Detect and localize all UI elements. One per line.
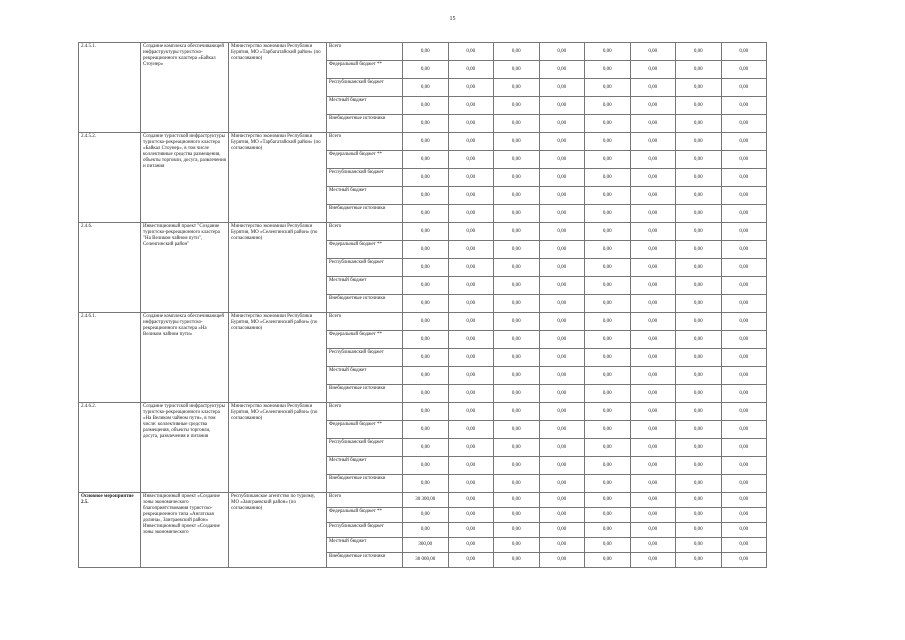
value-cell: 0,00 [721,295,767,313]
value-cell: 0,00 [585,313,631,331]
value-cell: 0,00 [676,508,722,523]
value-cell: 0,00 [585,277,631,295]
value-cell: 0,00 [403,457,449,475]
value-cell: 0,00 [448,205,494,223]
value-cell: 0,00 [448,277,494,295]
value-cell: 0,00 [494,403,540,421]
value-cell: 0,00 [494,493,540,508]
value-cell: 0,00 [494,421,540,439]
value-cell: 0,00 [448,421,494,439]
activity-name: Создание туристской инфраструктуры туристско-рекреационного кластера «Байкал Стоунер», в том числе коллективные средства размещения, объекты торговли, досуга, развлечения и питания [141,133,229,223]
value-cell: 0,00 [676,553,722,568]
activity-resp: Республиканское агентство по туризму, МО «Заиграевский район» (по согласованию) [229,493,327,568]
value-cell: 0,00 [630,79,676,97]
value-cell: 0,00 [403,331,449,349]
funding-source: Республиканский бюджет [327,439,403,457]
value-cell: 0,00 [585,295,631,313]
value-cell: 0,00 [721,187,767,205]
value-cell: 0,00 [630,295,676,313]
value-cell: 0,00 [585,61,631,79]
value-cell: 0,00 [585,553,631,568]
value-cell: 0,00 [721,61,767,79]
value-cell: 0,00 [539,523,585,538]
activity-code: 2.4.6. [79,223,141,313]
value-cell: 0,00 [676,493,722,508]
value-cell: 0,00 [721,133,767,151]
funding-source: Внебюджетные источники [327,553,403,568]
value-cell: 0,00 [585,169,631,187]
value-cell: 0,00 [630,223,676,241]
value-cell: 0,00 [630,421,676,439]
value-cell: 0,00 [721,259,767,277]
value-cell: 0,00 [585,439,631,457]
funding-source: Внебюджетные источники [327,385,403,403]
table-row [79,223,767,241]
value-cell: 0,00 [403,313,449,331]
value-cell: 0,00 [676,151,722,169]
funding-source: Федеральный бюджет ** [327,241,403,259]
value-cell: 0,00 [585,331,631,349]
value-cell: 0,00 [403,79,449,97]
value-cell: 0,00 [676,385,722,403]
funding-source: Всего [327,403,403,421]
value-cell: 0,00 [585,403,631,421]
activity-code: 2.4.6.1. [79,313,141,403]
value-cell: 0,00 [403,385,449,403]
value-cell: 0,00 [494,385,540,403]
value-cell: 0,00 [448,187,494,205]
value-cell: 0,00 [721,439,767,457]
value-cell: 0,00 [630,241,676,259]
value-cell: 0,00 [539,169,585,187]
funding-source: Местный бюджет [327,457,403,475]
funding-source: Федеральный бюджет ** [327,331,403,349]
value-cell: 0,00 [630,169,676,187]
value-cell: 0,00 [676,223,722,241]
value-cell: 0,00 [448,331,494,349]
value-cell: 0,00 [448,475,494,493]
value-cell: 0,00 [403,421,449,439]
value-cell: 0,00 [585,187,631,205]
value-cell: 0,00 [630,553,676,568]
value-cell: 0,00 [630,439,676,457]
value-cell: 0,00 [630,277,676,295]
funding-source: Всего [327,493,403,508]
table-row [79,133,767,151]
value-cell: 0,00 [539,97,585,115]
value-cell: 0,00 [630,475,676,493]
value-cell: 0,00 [494,169,540,187]
value-cell: 0,00 [494,241,540,259]
value-cell: 0,00 [630,523,676,538]
value-cell: 0,00 [676,403,722,421]
activity-resp: Министерство экономики Республики Бурятия, МО «Селенгинский район» (по согласованию) [229,223,327,313]
value-cell: 0,00 [494,538,540,553]
value-cell: 0,00 [630,313,676,331]
value-cell: 0,00 [676,421,722,439]
value-cell: 0,00 [585,205,631,223]
value-cell: 0,00 [403,97,449,115]
value-cell: 0,00 [448,169,494,187]
value-cell: 0,00 [721,475,767,493]
value-cell: 0,00 [721,313,767,331]
funding-source: Республиканский бюджет [327,169,403,187]
value-cell: 0,00 [676,277,722,295]
value-cell: 0,00 [539,553,585,568]
value-cell: 0,00 [448,439,494,457]
value-cell: 0,00 [494,349,540,367]
value-cell: 0,00 [676,331,722,349]
value-cell: 0,00 [403,295,449,313]
value-cell: 0,00 [494,313,540,331]
value-cell: 0,00 [539,223,585,241]
value-cell: 0,00 [585,421,631,439]
value-cell: 0,00 [448,313,494,331]
value-cell: 0,00 [676,169,722,187]
value-cell: 0,00 [676,295,722,313]
activity-code: 2.4.5.2. [79,133,141,223]
activity-resp: Министерство экономики Республики Бурятия, МО «Селенгинский район» (по согласованию) [229,313,327,403]
value-cell: 0,00 [494,553,540,568]
value-cell: 0,00 [721,367,767,385]
funding-source: Всего [327,133,403,151]
value-cell: 0,00 [403,367,449,385]
value-cell: 0,00 [676,439,722,457]
value-cell: 0,00 [403,115,449,133]
value-cell: 0,00 [403,475,449,493]
value-cell: 0,00 [539,205,585,223]
value-cell: 0,00 [448,367,494,385]
value-cell: 0,00 [539,115,585,133]
value-cell: 0,00 [676,205,722,223]
value-cell: 0,00 [494,523,540,538]
value-cell: 0,00 [494,367,540,385]
value-cell: 0,00 [630,367,676,385]
value-cell: 0,00 [539,79,585,97]
value-cell: 0,00 [448,538,494,553]
value-cell: 0,00 [630,205,676,223]
activity-code: Основное мероприятие 2.5. [79,493,141,568]
value-cell: 0,00 [403,187,449,205]
value-cell: 0,00 [494,187,540,205]
value-cell: 0,00 [630,385,676,403]
value-cell: 0,00 [721,331,767,349]
value-cell: 0,00 [585,97,631,115]
value-cell: 0,00 [403,259,449,277]
funding-source: Республиканский бюджет [327,349,403,367]
activity-name: Создание комплекса обеспечивающей инфраструктуры туристско-рекреационного кластера «Байкал Стоунер» [141,43,229,133]
value-cell: 0,00 [721,403,767,421]
value-cell: 0,00 [494,115,540,133]
funding-source: Федеральный бюджет ** [327,421,403,439]
value-cell: 0,00 [494,133,540,151]
value-cell: 0,00 [494,295,540,313]
value-cell: 0,00 [585,457,631,475]
value-cell: 0,00 [721,277,767,295]
value-cell: 0,00 [539,349,585,367]
value-cell: 0,00 [721,43,767,61]
funding-source: Всего [327,313,403,331]
value-cell: 0,00 [494,61,540,79]
value-cell: 0,00 [585,151,631,169]
value-cell: 0,00 [494,223,540,241]
funding-source: Федеральный бюджет ** [327,151,403,169]
value-cell: 0,00 [676,523,722,538]
value-cell: 0,00 [539,403,585,421]
value-cell: 0,00 [448,295,494,313]
value-cell: 0,00 [721,553,767,568]
value-cell: 0,00 [630,97,676,115]
value-cell: 30 000,00 [403,553,449,568]
value-cell: 0,00 [721,97,767,115]
value-cell: 0,00 [676,457,722,475]
value-cell: 0,00 [403,439,449,457]
value-cell: 0,00 [721,385,767,403]
funding-source: Внебюджетные источники [327,115,403,133]
value-cell: 0,00 [494,43,540,61]
value-cell: 0,00 [676,115,722,133]
funding-source: Федеральный бюджет ** [327,508,403,523]
value-cell: 0,00 [448,133,494,151]
activity-name: Инвестиционный проект «Создание зоны экономического благоприятствования туристско-рекреационного типа «Ангатская долина», Заиграевский район» Инвестиционный проект «Создание зоны экономического [141,493,229,568]
value-cell: 0,00 [448,349,494,367]
value-cell: 0,00 [721,421,767,439]
value-cell: 0,00 [721,349,767,367]
value-cell: 0,00 [721,538,767,553]
activity-resp: Министерство экономики Республики Бурятия, МО «Тарбагатайский район» (по согласованию) [229,133,327,223]
value-cell: 0,00 [448,493,494,508]
activity-code: 2.4.5.1. [79,43,141,133]
value-cell: 0,00 [448,403,494,421]
activity-name: Инвестиционный проект "Создание туристско-рекреационного кластера "На Великом чайном пути", Селенгинский район" [141,223,229,313]
value-cell: 0,00 [494,205,540,223]
value-cell: 0,00 [448,151,494,169]
value-cell: 0,00 [585,475,631,493]
page-number: 15 [449,16,456,22]
value-cell: 0,00 [539,538,585,553]
value-cell: 0,00 [539,508,585,523]
value-cell: 0,00 [448,115,494,133]
value-cell: 0,00 [630,331,676,349]
value-cell: 0,00 [448,223,494,241]
value-cell: 0,00 [676,475,722,493]
funding-source: Федеральный бюджет ** [327,61,403,79]
value-cell: 0,00 [676,61,722,79]
value-cell: 0,00 [676,259,722,277]
value-cell: 0,00 [403,508,449,523]
funding-source: Республиканский бюджет [327,523,403,538]
value-cell: 0,00 [448,259,494,277]
value-cell: 0,00 [630,403,676,421]
value-cell: 0,00 [676,313,722,331]
value-cell: 0,00 [721,508,767,523]
value-cell: 0,00 [403,223,449,241]
funding-source: Местный бюджет [327,538,403,553]
value-cell: 0,00 [448,61,494,79]
value-cell: 0,00 [585,493,631,508]
value-cell: 0,00 [494,151,540,169]
value-cell: 0,00 [448,385,494,403]
funding-source: Республиканский бюджет [327,259,403,277]
value-cell: 0,00 [448,457,494,475]
value-cell: 0,00 [494,508,540,523]
value-cell: 0,00 [494,259,540,277]
value-cell: 0,00 [630,151,676,169]
value-cell: 0,00 [403,151,449,169]
value-cell: 0,00 [494,457,540,475]
activity-code: 2.4.6.2. [79,403,141,493]
value-cell: 0,00 [403,43,449,61]
value-cell: 0,00 [539,439,585,457]
value-cell: 0,00 [539,61,585,79]
value-cell: 0,00 [630,187,676,205]
value-cell: 0,00 [403,133,449,151]
value-cell: 0,00 [494,439,540,457]
budget-table [78,42,767,568]
value-cell: 0,00 [448,97,494,115]
value-cell: 0,00 [721,523,767,538]
value-cell: 0,00 [403,277,449,295]
value-cell: 0,00 [585,133,631,151]
value-cell: 0,00 [630,493,676,508]
value-cell: 0,00 [630,115,676,133]
value-cell: 30 300,00 [403,493,449,508]
value-cell: 0,00 [539,187,585,205]
value-cell: 0,00 [721,115,767,133]
value-cell: 0,00 [403,169,449,187]
table-row [79,313,767,331]
value-cell: 0,00 [539,133,585,151]
value-cell: 0,00 [585,349,631,367]
value-cell: 0,00 [403,241,449,259]
value-cell: 0,00 [403,205,449,223]
table-row [79,493,767,508]
value-cell: 0,00 [448,508,494,523]
value-cell: 0,00 [585,508,631,523]
value-cell: 0,00 [585,43,631,61]
value-cell: 0,00 [539,241,585,259]
value-cell: 0,00 [539,295,585,313]
funding-source: Местный бюджет [327,97,403,115]
value-cell: 0,00 [676,43,722,61]
value-cell: 0,00 [539,493,585,508]
value-cell: 0,00 [539,43,585,61]
value-cell: 0,00 [630,538,676,553]
value-cell: 0,00 [676,538,722,553]
value-cell: 0,00 [585,367,631,385]
value-cell: 0,00 [448,43,494,61]
table-row [79,43,767,61]
value-cell: 0,00 [403,349,449,367]
value-cell: 0,00 [721,169,767,187]
activity-name: Создание туристской инфраструктуры туристско-рекреационного кластера «На Великом чайном пути», в том числе: коллективные средства размещения, объекты торговли, досуга, развлечения и питания [141,403,229,493]
value-cell: 0,00 [539,475,585,493]
funding-source: Местный бюджет [327,367,403,385]
value-cell: 0,00 [676,79,722,97]
value-cell: 0,00 [676,133,722,151]
value-cell: 0,00 [585,115,631,133]
value-cell: 0,00 [721,205,767,223]
value-cell: 0,00 [539,151,585,169]
value-cell: 0,00 [539,259,585,277]
funding-source: Всего [327,43,403,61]
value-cell: 0,00 [585,523,631,538]
value-cell: 0,00 [630,508,676,523]
value-cell: 0,00 [494,97,540,115]
value-cell: 0,00 [721,151,767,169]
value-cell: 0,00 [539,367,585,385]
value-cell: 0,00 [539,331,585,349]
value-cell: 0,00 [630,43,676,61]
value-cell: 0,00 [585,259,631,277]
funding-source: Местный бюджет [327,187,403,205]
value-cell: 0,00 [721,457,767,475]
value-cell: 0,00 [403,403,449,421]
funding-source: Республиканский бюджет [327,79,403,97]
value-cell: 0,00 [403,523,449,538]
value-cell: 0,00 [494,79,540,97]
value-cell: 0,00 [539,421,585,439]
value-cell: 0,00 [630,457,676,475]
value-cell: 0,00 [585,538,631,553]
value-cell: 0,00 [448,553,494,568]
activity-name: Создание комплекса обеспечивающей инфраструктуры туристско-рекреационного кластера «На Великом чайном пути» [141,313,229,403]
value-cell: 0,00 [539,457,585,475]
funding-source: Местный бюджет [327,277,403,295]
value-cell: 0,00 [448,241,494,259]
value-cell: 0,00 [630,133,676,151]
value-cell: 0,00 [494,277,540,295]
value-cell: 0,00 [539,277,585,295]
value-cell: 0,00 [630,259,676,277]
value-cell: 0,00 [676,349,722,367]
value-cell: 0,00 [448,523,494,538]
value-cell: 0,00 [494,475,540,493]
value-cell: 0,00 [721,79,767,97]
value-cell: 0,00 [448,79,494,97]
activity-resp: Министерство экономики Республики Бурятия, МО «Селенгинский район» (по согласованию) [229,403,327,493]
value-cell: 0,00 [676,97,722,115]
funding-source: Внебюджетные источники [327,205,403,223]
value-cell: 0,00 [676,241,722,259]
value-cell: 0,00 [494,331,540,349]
value-cell: 300,00 [403,538,449,553]
value-cell: 0,00 [630,349,676,367]
funding-source: Внебюджетные источники [327,295,403,313]
value-cell: 0,00 [721,241,767,259]
value-cell: 0,00 [585,385,631,403]
value-cell: 0,00 [676,187,722,205]
funding-source: Внебюджетные источники [327,475,403,493]
value-cell: 0,00 [539,313,585,331]
value-cell: 0,00 [585,241,631,259]
value-cell: 0,00 [539,385,585,403]
value-cell: 0,00 [403,61,449,79]
value-cell: 0,00 [676,367,722,385]
value-cell: 0,00 [721,493,767,508]
value-cell: 0,00 [585,223,631,241]
table-row [79,403,767,421]
activity-resp: Министерство экономики Республики Бурятия, МО «Тарбагатайский район» (по согласованию) [229,43,327,133]
value-cell: 0,00 [585,79,631,97]
value-cell: 0,00 [630,61,676,79]
funding-source: Всего [327,223,403,241]
value-cell: 0,00 [721,223,767,241]
